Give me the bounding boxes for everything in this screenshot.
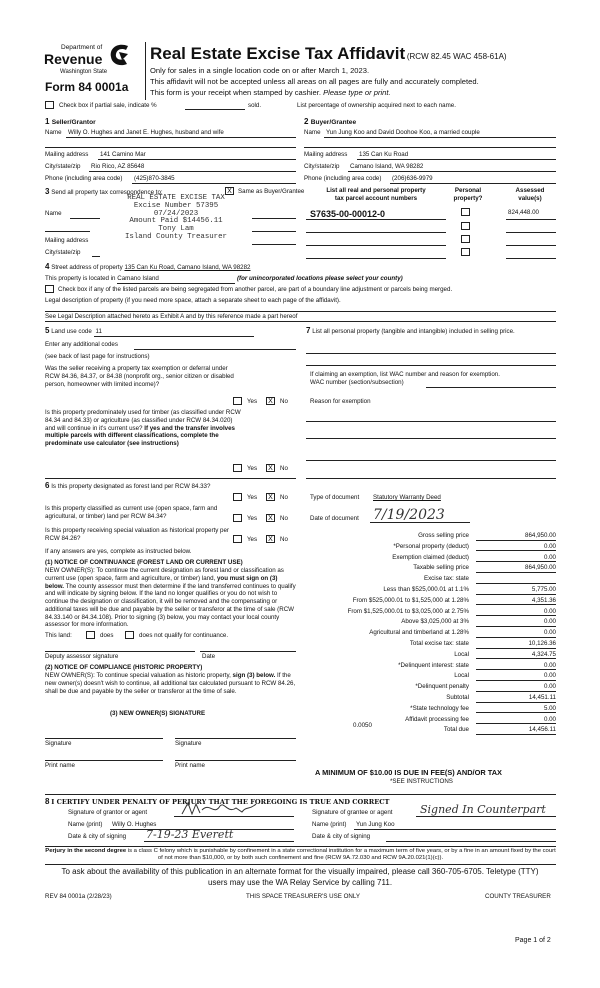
calc-row-value[interactable]: 0.00 bbox=[476, 662, 556, 671]
exemption-reason-line-1[interactable] bbox=[306, 421, 556, 422]
doc-date-line bbox=[370, 522, 470, 523]
seller-phone[interactable]: (425)870-3845 bbox=[134, 175, 175, 182]
land-use-label: Land use code bbox=[51, 328, 92, 335]
calc-row-value[interactable]: 0.00 bbox=[476, 608, 556, 617]
seller-mailing-label: Mailing address bbox=[45, 151, 89, 158]
q2-yes-checkbox[interactable] bbox=[233, 464, 242, 472]
exemption-reason-line-4[interactable] bbox=[306, 478, 556, 479]
local-rate: 0.0050 bbox=[353, 722, 372, 729]
located-note: (for unincorporated locations please select your county) bbox=[236, 275, 403, 282]
calc-row-value[interactable]: 0.00 bbox=[476, 629, 556, 638]
parcel-col-header bbox=[306, 187, 446, 203]
q1-yes-label: Yes bbox=[247, 398, 258, 405]
stamp-line-1: REAL ESTATE EXCISE TAX bbox=[127, 194, 225, 202]
notice-compliance-text bbox=[45, 672, 297, 695]
form-title-row bbox=[150, 43, 507, 64]
wac-number-label: WAC number (section/subsection) bbox=[310, 379, 404, 386]
exemption-question: Was the seller receiving a property tax exemption or deferral under RCW 84.36, 84.37, or 84.38 (nonprofit org., senior citizen or disabled person, homeowner with limited income)? bbox=[45, 365, 234, 388]
calc-row-label: Local bbox=[454, 650, 469, 658]
parcel-number[interactable]: S7635-00-00012-0 bbox=[310, 209, 386, 219]
header-line-2: This affidavit will not be accepted unless all areas on all pages are fully and accurately completed. bbox=[150, 77, 479, 86]
minimum-fee-note: A MINIMUM OF $10.00 IS DUE IN FEE(S) AND/OR TAX bbox=[315, 768, 502, 777]
assessed-line-2 bbox=[506, 232, 556, 233]
county-treasurer-label: COUNTY TREASURER bbox=[485, 893, 551, 900]
new-owner-signature-label-1: Signature bbox=[45, 740, 72, 747]
personal-property-question bbox=[306, 326, 556, 336]
buyer-name-line bbox=[324, 137, 556, 138]
q1-yes-checkbox[interactable] bbox=[233, 397, 242, 405]
section6-num: 6 bbox=[45, 481, 50, 490]
current-use-yes-label: Yes bbox=[247, 515, 258, 522]
grantee-signature[interactable]: Signed In Counterpart bbox=[420, 803, 546, 816]
assessed-line-3 bbox=[506, 245, 556, 246]
type-or-print-note: Please type or print. bbox=[323, 88, 391, 97]
header-divider bbox=[145, 42, 146, 100]
buyer-name-label: Name bbox=[304, 129, 321, 136]
legal-description[interactable]: See Legal Description attached hereto as Exhibit A and by this reference made a part hereof bbox=[45, 313, 298, 320]
grantee-print-label: Name (print) bbox=[312, 821, 347, 828]
land-does-not-checkbox[interactable] bbox=[125, 631, 134, 639]
buyer-name-line-2 bbox=[304, 147, 556, 148]
land-use-code[interactable]: 11 bbox=[94, 328, 254, 337]
seller-mailing[interactable]: 141 Camino Mar bbox=[100, 151, 146, 158]
calc-row-label: Gross selling price bbox=[418, 532, 469, 539]
treasurer-receipt-stamp bbox=[96, 195, 256, 242]
doc-type[interactable]: Statutory Warranty Deed bbox=[373, 494, 441, 501]
doc-date-label: Date of document bbox=[310, 515, 359, 522]
grantor-date-line bbox=[144, 841, 294, 842]
parcel-line-1 bbox=[306, 219, 446, 220]
seller-heading bbox=[45, 117, 96, 127]
buyer-mailing-label: Mailing address bbox=[304, 151, 348, 158]
partial-sale-percent-field[interactable] bbox=[185, 109, 245, 110]
section3-name-line-2b[interactable] bbox=[252, 231, 296, 232]
revenue-wordmark: Revenue bbox=[44, 51, 103, 67]
buyer-phone-label: Phone (including area code) bbox=[304, 175, 382, 182]
forest-no-checkbox[interactable]: X bbox=[266, 493, 275, 501]
calc-row-label: Total due bbox=[443, 726, 469, 734]
new-owner-signature-line-1[interactable] bbox=[45, 738, 163, 739]
wac-number-line[interactable] bbox=[426, 387, 556, 388]
stamp-line-5: Tony Lam bbox=[158, 225, 194, 234]
forest-question-text: Is this property designated as forest land per RCW 84.33? bbox=[51, 483, 211, 490]
buyer-city[interactable]: Camano Island, WA 98282 bbox=[350, 163, 424, 170]
calc-row-label: Taxable selling price bbox=[413, 564, 469, 572]
header-line-3 bbox=[150, 88, 391, 97]
land-does-not-label: does not qualify for continuance. bbox=[139, 632, 229, 639]
personal-property-checkbox-4[interactable] bbox=[461, 248, 470, 256]
buyer-city-line bbox=[348, 171, 556, 172]
receipt-note: This form is your receipt when stamped by cashier. bbox=[150, 88, 321, 97]
partial-sale-label: Check box if partial sale, indicate % bbox=[59, 102, 157, 109]
calc-row-value[interactable]: 14,451.11 bbox=[476, 694, 556, 703]
grantor-print-label: Name (print) bbox=[68, 821, 103, 828]
section4-num: 4 bbox=[45, 262, 50, 271]
calc-row-label: Subtotal bbox=[446, 694, 469, 701]
land-does-checkbox[interactable] bbox=[86, 631, 95, 639]
seller-name-line-2 bbox=[45, 147, 296, 148]
if-yes-note: If any answers are yes, complete as instructed below. bbox=[45, 548, 192, 555]
historic-yes-label: Yes bbox=[247, 536, 258, 543]
notice-continuance-c: The county assessor must then determine if the land transferred continues to qualify and will indicate by signing below. If the land no longer qualifies or you do not wish to continue the designation or classification, it will be removed and the compensating or additional taxes will be due and payable by the seller or transferor at the time of sale (RCW 84.33.140 or 84.34.108). Prior to signing (3) below, you may contact your local county assessor for more information. bbox=[45, 582, 296, 629]
calc-row-value[interactable]: 0.00 bbox=[476, 672, 556, 681]
q2-yes-label: Yes bbox=[247, 465, 258, 472]
seller-heading-text: Seller/Grantor bbox=[51, 119, 96, 126]
calc-row-label: *Delinquent penalty bbox=[415, 683, 469, 691]
new-owner-print-label-2: Print name bbox=[175, 762, 205, 769]
ownership-note: List percentage of ownership acquired next to each name. bbox=[297, 102, 456, 109]
notice-continuance-text bbox=[45, 567, 297, 629]
section5-bottom-rule bbox=[45, 478, 296, 479]
exemption-reason-line-3[interactable] bbox=[306, 460, 556, 461]
doc-type-label: Type of document bbox=[310, 494, 360, 501]
form-title: Real Estate Excise Tax Affidavit bbox=[150, 44, 406, 63]
calc-row-value[interactable] bbox=[476, 575, 556, 584]
buyer-mailing-line bbox=[357, 159, 556, 160]
seller-phone-line bbox=[132, 183, 296, 184]
treasurer-use-only: THIS SPACE TREASURER'S USE ONLY bbox=[246, 893, 360, 900]
assessed-value[interactable]: 824,448.00 bbox=[508, 209, 539, 216]
certify-statement: I CERTIFY UNDER PENALTY OF PERJURY THAT THE FOREGOING IS TRUE AND CORRECT bbox=[51, 798, 390, 806]
buyer-phone[interactable]: (206)636-9979 bbox=[392, 175, 433, 182]
parcel-col-header-1: List all real and personal property bbox=[326, 187, 426, 194]
located-row bbox=[45, 275, 403, 284]
calc-row-value[interactable]: 0.00 bbox=[476, 554, 556, 563]
seller-city-line bbox=[89, 171, 296, 172]
calc-row-value[interactable]: 0.00 bbox=[476, 683, 556, 692]
calc-row-label: Exemption claimed (deduct) bbox=[392, 553, 469, 561]
personal-property-checkbox-3[interactable] bbox=[461, 235, 470, 243]
seller-city-label: City/state/zip bbox=[45, 163, 81, 170]
new-owner-print-label-1: Print name bbox=[45, 762, 75, 769]
grantee-signature-line bbox=[416, 816, 556, 817]
seller-phone-label: Phone (including area code) bbox=[45, 175, 123, 182]
timber-question bbox=[45, 409, 241, 448]
calc-row-label: Excise tax: state bbox=[423, 575, 469, 583]
historic-no-label: No bbox=[280, 536, 288, 543]
personal-property-checkbox-2[interactable] bbox=[461, 222, 470, 230]
section8-num: 8 bbox=[45, 797, 50, 806]
calc-row-value[interactable]: 10,126.36 bbox=[476, 640, 556, 649]
historic-no-checkbox[interactable]: X bbox=[266, 535, 275, 543]
notice-compliance-b: sign (3) below. bbox=[232, 672, 276, 679]
legal-blank-line bbox=[45, 311, 556, 312]
perjury-text: is a class C felony which is punishable by confinement in a state correctional institution for a maximum term of five years, or by a fine in an amount fixed by the court of not more than $10,000, or by both such confinement and fine (RCW 9A.72.030 and RCW 9A.20.021(1)(c)). bbox=[127, 848, 556, 862]
notice-continuance-a: NEW OWNER(S): To continue the current designation as forest land or classification as current use (open space, farm and agriculture, or timber) land, bbox=[45, 567, 284, 582]
buyer-heading bbox=[304, 117, 356, 127]
header-line-1: Only for sales in a single location code on or after March 1, 2023. bbox=[150, 66, 370, 75]
calc-row-label: Total excise tax: state bbox=[409, 640, 469, 647]
washington-state-label: Washington State bbox=[60, 69, 108, 75]
parcel-line-4 bbox=[306, 258, 446, 259]
buyer-phone-line bbox=[390, 183, 556, 184]
dor-logo bbox=[44, 40, 142, 80]
current-use-no-checkbox[interactable]: X bbox=[266, 514, 275, 522]
personal-property-line-2[interactable] bbox=[306, 365, 556, 366]
notice-compliance-a: NEW OWNER(S): To continue special valuation as historic property, bbox=[45, 672, 231, 679]
section3-mailing-label: Mailing address bbox=[45, 237, 89, 244]
calc-row-value[interactable]: 14,456.11 bbox=[476, 726, 556, 735]
forest-yes-label: Yes bbox=[247, 494, 258, 501]
located-label: This property is located in bbox=[45, 275, 116, 282]
seller-city[interactable]: Rio Rico, AZ 85648 bbox=[91, 163, 145, 170]
grantee-date-label: Date & city of signing bbox=[312, 833, 371, 840]
current-use-yes-checkbox[interactable] bbox=[233, 514, 242, 522]
legal-description-line bbox=[45, 321, 556, 322]
same-as-buyer-label: Same as Buyer/Grantee bbox=[238, 188, 305, 195]
street-address-label: Street address of property bbox=[51, 264, 123, 271]
perjury-heading: Perjury in the second degree bbox=[45, 848, 127, 854]
additional-codes-line[interactable] bbox=[134, 349, 296, 350]
section5-num: 5 bbox=[45, 326, 50, 335]
calc-row-value[interactable]: 0.00 bbox=[476, 543, 556, 552]
timber-question-a: Is this property predominately used for timber (as classified under RCW 84.34 and 84.33) or agriculture (as classified under RCW 84.34.020) and will continue in it's current use? bbox=[45, 409, 241, 432]
seller-name[interactable]: Willy O. Hughes and Janet E. Hughes, husband and wife bbox=[68, 129, 224, 136]
assessed-col-header-1: Assessed bbox=[515, 187, 545, 194]
new-owner-signature-line-2[interactable] bbox=[175, 738, 296, 739]
exemption-reason-line-2[interactable] bbox=[306, 438, 556, 439]
buyer-heading-num: 2 bbox=[304, 117, 309, 126]
calc-row-value[interactable]: 864,950.00 bbox=[476, 532, 556, 541]
sold-label: sold. bbox=[248, 102, 262, 109]
buyer-name[interactable]: Yun Jung Koo and David Doohoe Koo, a married couple bbox=[326, 129, 480, 136]
stamp-line-6: Island County Treasurer bbox=[124, 232, 227, 241]
forest-question bbox=[45, 481, 231, 491]
personal-col-header bbox=[448, 187, 488, 203]
grantor-date-label: Date & city of signing bbox=[68, 833, 127, 840]
same-as-buyer-checkbox[interactable]: X bbox=[225, 187, 234, 195]
grantor-print-name[interactable]: Willy O. Hughes bbox=[112, 821, 157, 828]
seller-name-line bbox=[66, 137, 296, 138]
assessed-line-4 bbox=[506, 258, 556, 259]
buyer-city-label: City/state/zip bbox=[304, 163, 340, 170]
located-value[interactable]: Camano Island bbox=[117, 275, 235, 284]
section3-name-line-2a[interactable] bbox=[45, 231, 90, 232]
grantee-print-line bbox=[354, 829, 556, 830]
section3-name-label: Name bbox=[45, 210, 62, 217]
assessed-col-header bbox=[500, 187, 560, 203]
new-owner-signature-label-2: Signature bbox=[175, 740, 202, 747]
personal-property-line-1[interactable] bbox=[306, 353, 556, 354]
land-does-label: does bbox=[100, 632, 114, 639]
deputy-date-line[interactable] bbox=[200, 651, 296, 652]
stamp-line-2: Excise Number 57395 bbox=[133, 201, 219, 210]
notice-compliance-heading: (2) NOTICE OF COMPLIANCE (HISTORIC PROPERTY) bbox=[45, 664, 203, 671]
alt-format-notice: To ask about the availability of this publication in an alternate format for the visually impaired, please call 360-705-6705. Teletype (TTY) users may use the WA Relay Service by calling 711. bbox=[61, 867, 539, 887]
grantee-signature-label: Signature of grantee or agent bbox=[312, 809, 393, 816]
q1-no-checkbox[interactable]: X bbox=[266, 397, 275, 405]
q1-no-label: No bbox=[280, 398, 288, 405]
assessed-line-1 bbox=[506, 219, 556, 220]
q2-no-label: No bbox=[280, 465, 288, 472]
calc-row-label: Agricultural and timberland at 1.28% bbox=[369, 629, 469, 637]
section3-num: 3 bbox=[45, 187, 50, 196]
this-land-label: This land: bbox=[45, 632, 72, 639]
grantor-signature-mark bbox=[180, 800, 260, 818]
segregated-parcel-checkbox[interactable] bbox=[45, 285, 54, 293]
deputy-date-label: Date bbox=[202, 653, 216, 660]
personal-col-header-2: property? bbox=[453, 194, 483, 202]
partial-sale-checkbox[interactable] bbox=[45, 101, 54, 109]
personal-col-header-1: Personal bbox=[454, 187, 482, 194]
perjury-notice bbox=[45, 848, 556, 863]
grantee-print-name[interactable]: Yun Jung Koo bbox=[356, 821, 395, 828]
calc-row-value[interactable]: 4,324.75 bbox=[476, 651, 556, 660]
rcw-reference: (RCW 82.45 WAC 458-61A) bbox=[406, 52, 507, 61]
calc-row-label: From $1,525,000.01 to $3,025,000 at 2.75% bbox=[347, 607, 469, 615]
seller-mailing-line bbox=[98, 159, 296, 160]
new-owner-signature-heading: (3) NEW OWNER(S) SIGNATURE bbox=[110, 710, 206, 717]
additional-codes-label: Enter any additional codes bbox=[45, 341, 118, 348]
page-number: Page 1 of 2 bbox=[515, 937, 551, 944]
stamp-line-3: 07/24/2023 bbox=[153, 209, 199, 218]
legal-description-label: Legal description of property (if you need more space, attach a separate sheet to each page of the affidavit). bbox=[45, 297, 341, 304]
see-instructions-note: *SEE INSTRUCTIONS bbox=[390, 778, 453, 785]
calc-row-value[interactable]: 5.00 bbox=[476, 705, 556, 714]
current-use-no-label: No bbox=[280, 515, 288, 522]
calc-row-label: Less than $525,000.01 at 1.1% bbox=[383, 586, 469, 593]
historic-yes-checkbox[interactable] bbox=[233, 535, 242, 543]
form-number: Form 84 0001a bbox=[45, 80, 129, 94]
dor-logo-icon bbox=[108, 42, 132, 68]
section3-city-label: City/state/zip bbox=[45, 249, 81, 256]
calc-row-value[interactable]: 864,950.00 bbox=[476, 564, 556, 573]
q2-no-checkbox[interactable]: X bbox=[266, 464, 275, 472]
personal-property-checkbox-1[interactable] bbox=[461, 208, 470, 216]
calc-row-label: From $525,000.01 to $1,525,000 at 1.28% bbox=[352, 596, 469, 604]
section3-name-line-b[interactable] bbox=[252, 218, 296, 219]
grantee-date-line[interactable] bbox=[386, 841, 556, 842]
footer-top-rule bbox=[45, 846, 556, 847]
doc-date[interactable]: 7/19/2023 bbox=[373, 507, 445, 523]
deputy-signature-line[interactable] bbox=[45, 651, 195, 652]
historic-question: Is this property receiving special valuation as historical property per RCW 84.26? bbox=[45, 527, 229, 542]
buyer-heading-text: Buyer/Grantee bbox=[310, 119, 357, 126]
calc-row-value[interactable]: 4,351.36 bbox=[476, 597, 556, 606]
assessed-col-header-2: value(s) bbox=[518, 194, 542, 202]
street-address[interactable]: 135 Can Ku Road, Camano Island, WA 98282 bbox=[124, 264, 251, 271]
notice-compliance-c: If the new owner(s) doesn't wish to continue, all additional tax calculated pursuant to RCW 84.26, shall be due and payable by the seller or transferor at the time of sale. bbox=[45, 672, 296, 695]
grantor-signature-label: Signature of grantor or agent bbox=[68, 809, 148, 816]
current-use-question: Is this property classified as current use (open space, farm and agricultural, or timber) land per RCW 84.34? bbox=[45, 505, 218, 520]
parcel-line-3 bbox=[306, 245, 446, 246]
correspondence-label: Send all property tax correspondence to: bbox=[51, 189, 163, 196]
exemption-reason-label: Reason for exemption bbox=[310, 398, 371, 405]
stamp-line-4: Amount Paid $14456.11 bbox=[129, 217, 223, 226]
timber-question-b: If yes and the transfer involves multiple parcels with different classifications, complete the predominate use calculator (see instructions) bbox=[45, 424, 236, 447]
forest-no-label: No bbox=[280, 494, 288, 501]
calc-row-value[interactable]: 0.00 bbox=[476, 716, 556, 725]
new-owner-print-line-2[interactable] bbox=[175, 760, 296, 761]
land-use-row bbox=[45, 326, 254, 337]
notice-continuance-heading: (1) NOTICE OF CONTINUANCE (FOREST LAND OR CURRENT USE) bbox=[45, 559, 243, 566]
dept-of-label: Department of bbox=[61, 44, 103, 51]
segregated-parcel-label: Check box if any of the listed parcels are being segregated from another parcel, are part of a boundary line adjustment or parcels being merged. bbox=[58, 286, 453, 293]
exemption-label: If claiming an exemption, list WAC number and reason for exemption. bbox=[310, 371, 500, 378]
calc-row-label: *Delinquent interest: state bbox=[398, 661, 469, 669]
parcel-line-2 bbox=[306, 232, 446, 233]
calc-row-label: Local bbox=[454, 672, 469, 680]
street-address-row bbox=[45, 262, 250, 272]
section3-mailing-line[interactable] bbox=[252, 244, 296, 245]
calc-row-label: Above $3,025,000 at 3% bbox=[401, 618, 469, 626]
seller-heading-num: 1 bbox=[45, 117, 50, 126]
see-back-note: (see back of last page for instructions) bbox=[45, 353, 150, 360]
form-revision: REV 84 0001a (2/28/23) bbox=[45, 893, 112, 900]
seller-name-label: Name bbox=[45, 129, 62, 136]
forest-yes-checkbox[interactable] bbox=[233, 493, 242, 501]
deputy-signature-label: Deputy assessor signature bbox=[45, 653, 119, 660]
calc-row-label: Affidavit processing fee bbox=[405, 715, 469, 723]
section3-city-line[interactable] bbox=[92, 256, 100, 257]
personal-property-text: List all personal property (tangible and intangible) included in selling price. bbox=[312, 328, 515, 335]
buyer-mailing[interactable]: 135 Can Ku Road bbox=[359, 151, 409, 158]
new-owner-print-line-1[interactable] bbox=[45, 760, 163, 761]
notice-continuance-b: you must sign on (3) below. bbox=[45, 574, 278, 590]
calc-row-label: *State technology fee bbox=[410, 704, 469, 712]
calc-row-label: *Personal property (deduct) bbox=[393, 542, 469, 550]
section7-num: 7 bbox=[306, 326, 311, 335]
section8-top-rule bbox=[45, 794, 556, 795]
calc-row-value[interactable]: 5,775.00 bbox=[476, 586, 556, 595]
calc-row-value[interactable]: 0.00 bbox=[476, 618, 556, 627]
grantor-date-city[interactable]: 7-19-23 Everett bbox=[146, 828, 234, 841]
footer-mid-rule bbox=[45, 864, 556, 865]
parcel-col-header-2: tax parcel account numbers bbox=[334, 194, 418, 202]
